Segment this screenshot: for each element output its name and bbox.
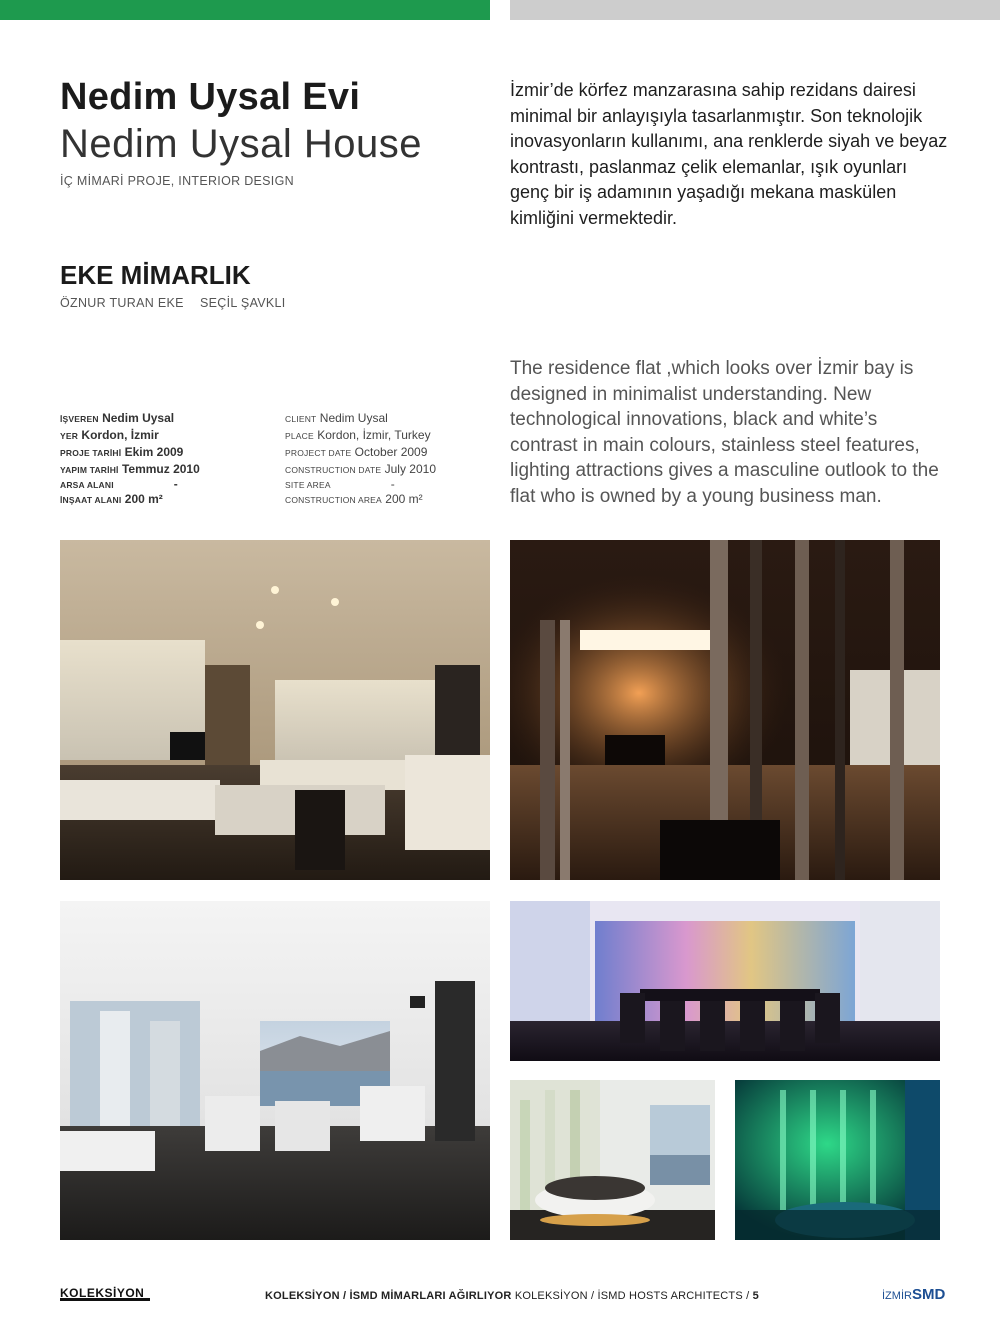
project-info-en: [285, 410, 436, 508]
info-value: Kordon, İzmir, Turkey: [317, 428, 431, 442]
photo-living-room-sea-view: [60, 901, 490, 1240]
top-green-bar: [0, 0, 490, 20]
architect-name: SEÇİL ŞAVKLI: [200, 296, 286, 310]
footer-section-bold: KOLEKSİYON / İSMD MİMARLARI AĞIRLIYOR: [265, 1290, 512, 1302]
info-row-place: [60, 427, 200, 444]
info-label: İNŞAAT ALANI: [60, 495, 122, 505]
project-title-tr: Nedim Uysal Evi: [60, 76, 361, 118]
photo-mirror-columns: [510, 540, 940, 880]
photo-dining-colored-lights: [510, 901, 940, 1061]
info-value: Nedim Uysal: [102, 411, 175, 425]
info-label: CONSTRUCTION AREA: [285, 495, 382, 505]
description-tr: İzmir’de körfez manzarasına sahip rezidans dairesi minimal bir anlayışıyla tasarlanmıştır. Son teknolojik inovasyonların kullanımı, ana renklerde siyah ve beyaz kontrastı, paslanmaz çelik elemanlar, ışık oyunları genç bir iş adamının yaşadığı mekana maskülen kimliğini vermektedir.: [510, 80, 948, 228]
info-value: 200 m²: [385, 492, 423, 506]
info-label: PLACE: [285, 431, 314, 441]
info-row-place: [285, 427, 436, 444]
project-category: İÇ MİMARİ PROJE, INTERIOR DESIGN: [60, 174, 294, 188]
info-row-construction-area: [60, 491, 200, 508]
photo-bedroom-green-lights: [735, 1080, 940, 1240]
architect-name: ÖZNUR TURAN EKE: [60, 296, 184, 310]
info-value: Kordon, İzmir: [81, 428, 159, 442]
info-value: -: [390, 477, 395, 491]
project-title-en: Nedim Uysal House: [60, 122, 422, 166]
info-label: CONSTRUCTION DATE: [285, 465, 382, 475]
info-value: Ekim 2009: [124, 445, 184, 459]
info-row-construction-area: [285, 491, 436, 508]
info-value: Nedim Uysal: [319, 411, 388, 425]
info-row-project-date: [285, 444, 436, 461]
info-label: İŞVEREN: [60, 414, 99, 424]
info-label: SITE AREA: [285, 480, 331, 490]
info-label: PROJE TARİHİ: [60, 448, 122, 458]
description-en: The residence flat ,which looks over İzmir bay is designed in minimalist understanding. New technological innovations, black and white’s contrast in main colours, stainless steel features, lighting attractions gives a masculine outlook to the flat who is owned by a young business man.: [510, 358, 939, 507]
info-row-construction-date: [285, 461, 436, 478]
brand-large: SMD: [911, 1286, 946, 1303]
info-label: YER: [60, 431, 79, 441]
info-row-construction-date: [60, 461, 200, 478]
info-label: PROJECT DATE: [285, 448, 352, 458]
photo-living-room-warm: [60, 540, 490, 880]
brand-small: İZMİR: [882, 1290, 912, 1302]
info-label: CLIENT: [285, 414, 317, 424]
footer-section-text: [265, 1290, 759, 1302]
top-grey-bar: [510, 0, 1000, 20]
info-row-client: [60, 410, 200, 427]
info-value: July 2010: [384, 462, 436, 476]
izmir-smd-logo: [882, 1286, 945, 1303]
info-row-client: [285, 410, 436, 427]
info-value: Temmuz 2010: [121, 462, 200, 476]
info-label: YAPIM TARİHİ: [60, 465, 119, 475]
info-row-project-date: [60, 444, 200, 461]
info-value: -: [173, 477, 178, 491]
info-row-site-area: [285, 478, 436, 491]
koleksiyon-logo: KOLEKSİYON: [60, 1287, 150, 1301]
footer-section-regular: KOLEKSİYON / İSMD HOSTS ARCHITECTS /: [511, 1290, 750, 1302]
firm-name: EKE MİMARLIK: [60, 260, 251, 290]
info-value: 200 m²: [124, 492, 163, 506]
page-number: 5: [749, 1290, 759, 1302]
info-label: ARSA ALANI: [60, 480, 114, 490]
info-row-site-area: [60, 478, 200, 491]
project-info-tr: [60, 410, 200, 508]
photo-bedroom-white: [510, 1080, 715, 1240]
info-value: October 2009: [354, 445, 428, 459]
